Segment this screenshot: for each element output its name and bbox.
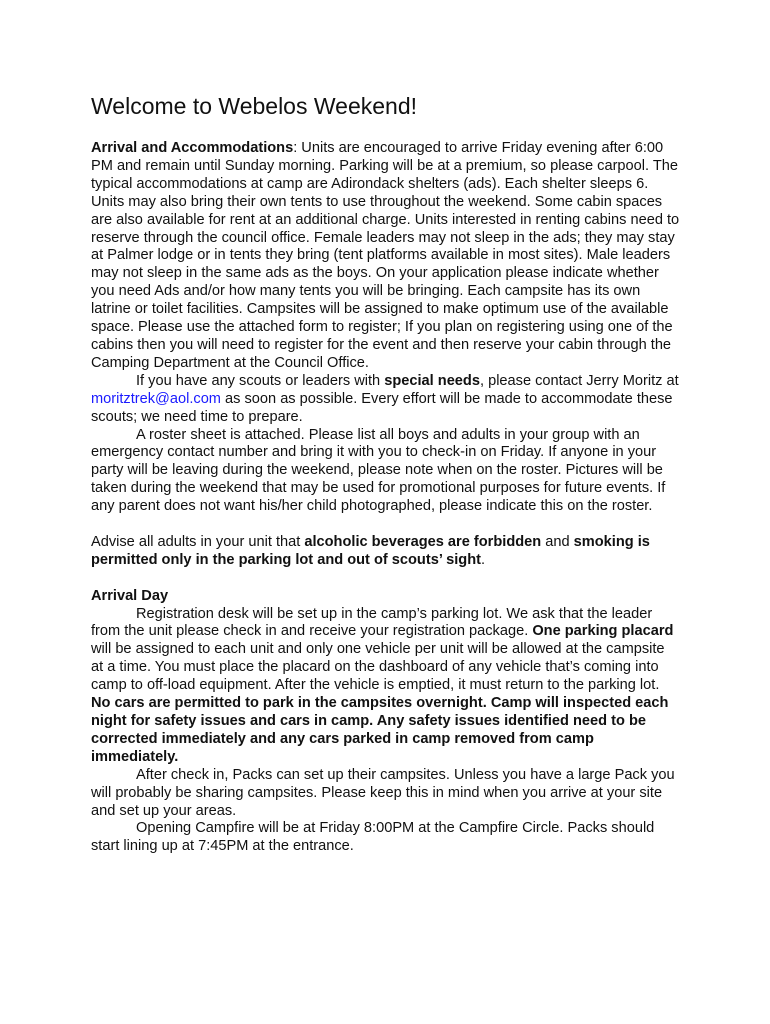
opening-campfire-paragraph: Opening Campfire will be at Friday 8:00PM at the Campfire Circle. Packs should start lining up at 7:45PM at the entrance. xyxy=(91,820,655,855)
advise-text-1: Advise all adults in your unit that xyxy=(91,533,305,550)
special-needs-paragraph xyxy=(91,373,680,427)
paragraph-gap xyxy=(91,570,680,588)
special-needs-bold: special needs xyxy=(384,372,480,389)
special-needs-text-2: , please contact Jerry Moritz at xyxy=(479,372,679,389)
advise-text-3: . xyxy=(481,551,486,568)
arrival-accommodations-heading: Arrival and Accommodations xyxy=(91,140,294,156)
arrival-accommodations-paragraph xyxy=(91,140,680,373)
advise-bold-alcohol: alcoholic beverages are forbidden xyxy=(304,533,542,550)
registration-text-1: Registration desk will be set up in the camp’s parking lot. We ask that the leader from the unit please check in and receive your registration package. xyxy=(91,605,653,640)
arrival-day-heading: Arrival Day xyxy=(91,587,169,604)
registration-paragraph xyxy=(91,606,680,767)
special-needs-text-3: as soon as possible. Every effort will be made to accommodate these scouts; we need time to prepare. xyxy=(91,390,673,425)
arrival-day-heading-line xyxy=(91,588,680,606)
registration-text-2: will be assigned to each unit and only one vehicle per unit will be allowed at the campsite at a time. You must place the placard on the dashboard of any vehicle that’s coming into camp to off-load equipment. After the vehicle is emptied, it must return to the parking lot. xyxy=(91,641,665,694)
advise-bold-smoking: smoking is permitted only in the parking lot and out of scouts’ sight xyxy=(91,533,650,568)
registration-bold-placard: One parking placard xyxy=(532,623,674,640)
advise-paragraph xyxy=(91,534,680,570)
arrival-accommodations-text: : Units are encouraged to arrive Friday evening after 6:00 PM and remain until Sunday morning. Parking will be at a premium, so please carpool. The typical accommodations at camp are Adirondack shelters (ads). Each shelter sleeps 6. Units may also bring their own tents to use throughout the weekend. Some cabin spaces are also available for rent at an additional charge. Units interested in renting cabins need to reserve through the council office. Female leaders may not sleep in the ads; they may stay at Palmer lodge or in tents they bring (tent platforms available in most sites). Male leaders may not sleep in the same ads as the boys. On your application please indicate whether you need Ads and/or how many tents you will be bringing. Each campsite has its own latrine or toilet facilities. Campsites will be assigned to make optimum use of the available space. Please use the attached form to register; If you plan on registering using one of the cabins then you will need to register for the event and then reserve your cabin through the Camping Department at the Council Office. xyxy=(91,140,680,371)
campsite-setup-paragraph: After check in, Packs can set up their campsites. Unless you have a large Pack you will probably be sharing campsites. Please keep this in mind when you arrive at your site and set up your areas. xyxy=(91,766,675,819)
contact-email-link[interactable]: moritztrek@aol.com xyxy=(91,390,221,407)
special-needs-text-1: If you have any scouts or leaders with xyxy=(136,372,385,389)
roster-paragraph: A roster sheet is attached. Please list all boys and adults in your group with an emergency contact number and bring it with you to check-in on Friday. If anyone in your party will be leaving during the weekend, please note when on the roster. Pictures will be taken during the weekend that may be used for promotional purposes for future events. If any parent does not want his/her child photographed, please indicate this on the roster. xyxy=(91,426,666,515)
paragraph-gap xyxy=(91,516,680,534)
registration-bold-cars: No cars are permitted to park in the campsites overnight. Camp will inspected each night for safety issues and cars in camp. Any safety issues identified need to be corrected immediately and any cars parked in camp removed from camp immediately. xyxy=(91,695,669,765)
page-title: Welcome to Webelos Weekend! xyxy=(91,93,417,119)
advise-text-2: and xyxy=(541,533,574,550)
